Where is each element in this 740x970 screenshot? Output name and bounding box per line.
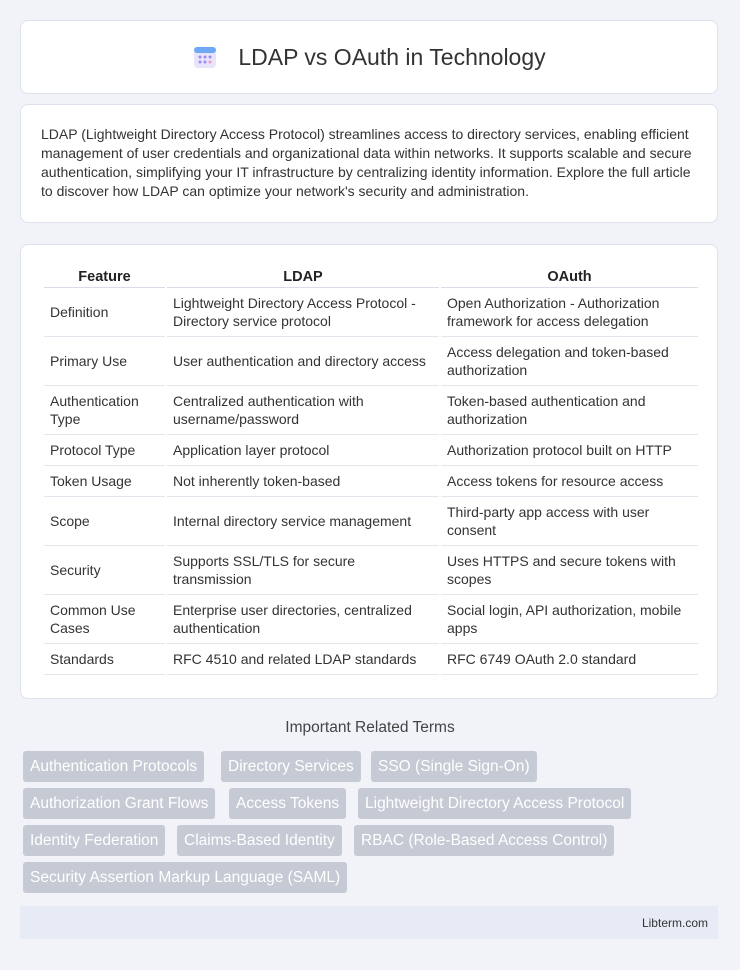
intro-card — [20, 104, 718, 223]
oauth-cell: Open Authorization - Authorization framework for access delegation — [441, 288, 698, 337]
intro-text: LDAP (Lightweight Directory Access Protocol) streamlines access to directory services, enabling efficient management of user credentials and organizational data within networks. It supports scalable and secure authentication, simplifying your IT infrastructure by centralizing identity information. Explore the full article to discover how LDAP can optimize your network's security and administration. — [41, 126, 692, 199]
related-term-tag[interactable]: Claims-Based Identity — [177, 825, 342, 856]
column-header: Feature — [44, 265, 165, 288]
oauth-cell: Third-party app access with user consent — [441, 497, 698, 546]
feature-cell: Definition — [44, 288, 165, 337]
table-row — [44, 497, 698, 546]
table-row — [44, 288, 698, 337]
table-row — [44, 386, 698, 435]
table-row — [44, 595, 698, 644]
feature-cell: Security — [44, 546, 165, 595]
related-term-tag[interactable]: Identity Federation — [23, 825, 165, 856]
feature-cell: Protocol Type — [44, 435, 165, 466]
table-row — [44, 435, 698, 466]
ldap-cell: Internal directory service management — [167, 497, 439, 546]
page-title: LDAP vs OAuth in Technology — [238, 43, 546, 70]
table-row — [44, 546, 698, 595]
column-header: LDAP — [167, 265, 439, 288]
related-term-tag[interactable]: Security Assertion Markup Language (SAML) — [23, 862, 347, 893]
table-row — [44, 644, 698, 675]
oauth-cell: Token-based authentication and authorization — [441, 386, 698, 435]
comparison-card — [20, 244, 718, 699]
footer-site-link[interactable]: Libterm.com — [641, 915, 708, 930]
feature-cell: Authentication Type — [44, 386, 165, 435]
related-terms-title: Important Related Terms — [285, 719, 455, 736]
related-term-tag[interactable]: Authorization Grant Flows — [23, 788, 215, 819]
feature-cell: Primary Use — [44, 337, 165, 386]
table-row — [44, 337, 698, 386]
table-row — [44, 466, 698, 497]
ldap-cell: Centralized authentication with username/password — [167, 386, 439, 435]
related-term-tag[interactable]: SSO (Single Sign-On) — [371, 751, 537, 782]
related-term-tag[interactable]: Lightweight Directory Access Protocol — [358, 788, 631, 819]
related-term-tag[interactable]: Directory Services — [221, 751, 361, 782]
related-term-tag[interactable]: Authentication Protocols — [23, 751, 204, 782]
feature-cell: Common Use Cases — [44, 595, 165, 644]
related-term-tag[interactable]: RBAC (Role-Based Access Control) — [354, 825, 614, 856]
oauth-cell: Authorization protocol built on HTTP — [441, 435, 698, 466]
ldap-cell: User authentication and directory access — [167, 337, 439, 386]
page-header — [20, 20, 718, 94]
comparison-table — [42, 265, 700, 675]
oauth-cell: Access delegation and token-based authorization — [441, 337, 698, 386]
ldap-cell: RFC 4510 and related LDAP standards — [167, 644, 439, 675]
feature-cell: Token Usage — [44, 466, 165, 497]
column-header: OAuth — [441, 265, 698, 288]
related-term-tag[interactable]: Access Tokens — [229, 788, 346, 819]
feature-cell: Standards — [44, 644, 165, 675]
page-footer — [20, 906, 718, 939]
ldap-cell: Lightweight Directory Access Protocol - Directory service protocol — [167, 288, 439, 337]
ldap-cell: Enterprise user directories, centralized authentication — [167, 595, 439, 644]
feature-cell: Scope — [44, 497, 165, 546]
oauth-cell: RFC 6749 OAuth 2.0 standard — [441, 644, 698, 675]
ldap-cell: Application layer protocol — [167, 435, 439, 466]
oauth-cell: Access tokens for resource access — [441, 466, 698, 497]
ldap-cell: Not inherently token-based — [167, 466, 439, 497]
oauth-cell: Social login, API authorization, mobile apps — [441, 595, 698, 644]
calendar-icon — [192, 44, 218, 70]
oauth-cell: Uses HTTPS and secure tokens with scopes — [441, 546, 698, 595]
ldap-cell: Supports SSL/TLS for secure transmission — [167, 546, 439, 595]
